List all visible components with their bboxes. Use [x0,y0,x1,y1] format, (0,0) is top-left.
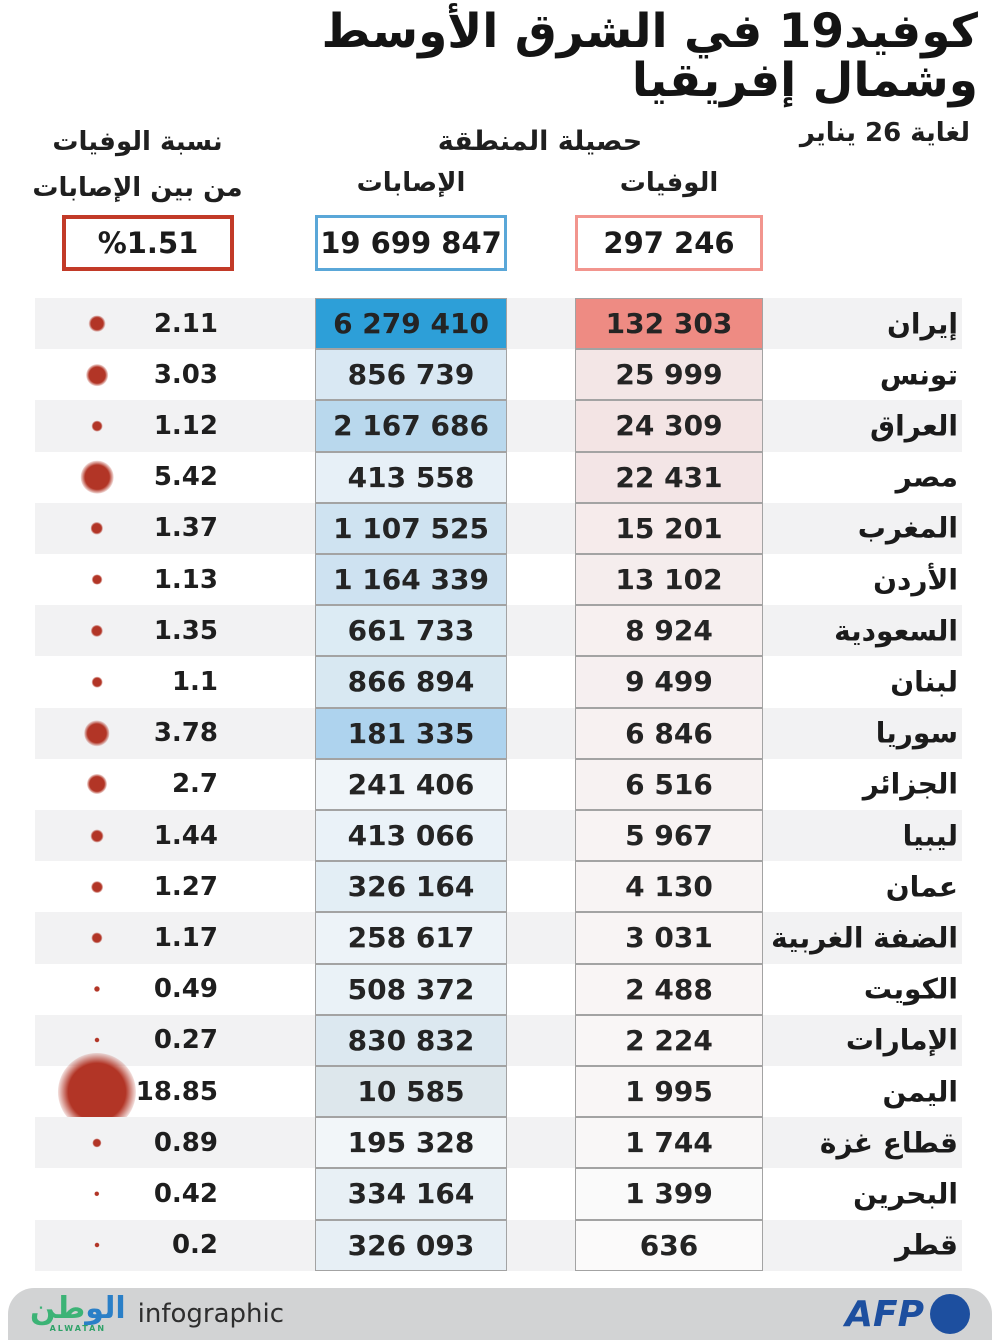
death-rate-dot [92,574,103,585]
country-label: الكويت [863,972,958,1006]
deaths-cell: 8 924 [575,605,763,656]
table-row [0,298,1000,349]
infections-cell: 1 164 339 [315,554,507,605]
table-row [0,605,1000,656]
death-rate-value: 2.7 [171,769,218,800]
death-rate-header-line2: من بين الإصابات [32,172,243,203]
infections-cell: 258 617 [315,912,507,963]
country-label: المغرب [857,511,958,545]
infections-cell: 830 832 [315,1015,507,1066]
death-rate-dot [91,881,103,893]
total-deaths-value: 297 246 [603,226,735,260]
death-rate-column-header [30,120,245,211]
death-rate-dot [95,1243,100,1248]
death-rate-value: 0.42 [153,1178,218,1209]
region-total-label: حصيلة المنطقة [437,126,643,157]
table-row [0,1168,1000,1219]
country-label: اليمن [882,1075,958,1109]
total-infections-value: 19 699 847 [320,226,502,260]
deaths-cell: 1 744 [575,1117,763,1168]
infections-cell: 326 164 [315,861,507,912]
death-rate-value: 1.1 [171,666,218,697]
deaths-cell: 13 102 [575,554,763,605]
death-rate-value: 1.35 [153,615,218,646]
country-label: الإمارات [845,1023,958,1057]
total-infections-box [315,215,507,271]
table-row [0,861,1000,912]
death-rate-header-line1: نسبة الوفيات [52,127,223,157]
table-row [0,1117,1000,1168]
page-title-line1: كوفيد19 في الشرق الأوسط [321,4,978,59]
infections-cell: 241 406 [315,759,507,810]
publisher-brand [30,1291,285,1334]
death-rate-value: 2.11 [153,308,218,339]
table-row [0,656,1000,707]
deaths-cell: 132 303 [575,298,763,349]
country-label: قطر [894,1228,958,1262]
table-row [0,964,1000,1015]
afp-globe-icon [930,1294,970,1334]
infections-cell: 181 335 [315,708,507,759]
page-title [321,4,978,108]
infographic-label: infographic [137,1299,285,1329]
death-rate-dot [95,1038,100,1043]
country-label: سوريا [875,716,958,750]
alwatan-logo-green-part: طن [30,1291,86,1327]
country-label: لبنان [890,665,958,699]
deaths-cell: 4 130 [575,861,763,912]
infections-cell: 195 328 [315,1117,507,1168]
country-label: الجزائر [862,767,958,801]
death-rate-dot [92,677,103,688]
deaths-cell: 2 488 [575,964,763,1015]
alwatan-logo-arabic [30,1291,126,1327]
table-row [0,708,1000,759]
infections-cell: 10 585 [315,1066,507,1117]
death-rate-value: 1.37 [153,513,218,544]
deaths-cell: 22 431 [575,452,763,503]
infections-cell: 661 733 [315,605,507,656]
death-rate-dot [89,315,106,332]
table-row [0,759,1000,810]
table-row [0,1015,1000,1066]
infections-cell: 2 167 686 [315,400,507,451]
death-rate-value: 18.85 [135,1076,218,1107]
deaths-cell: 24 309 [575,400,763,451]
country-label: الضفة الغربية [771,921,958,955]
table-row [0,1220,1000,1271]
deaths-cell: 6 516 [575,759,763,810]
death-rate-value: 0.49 [153,974,218,1005]
death-rate-value: 1.27 [153,871,218,902]
deaths-cell: 2 224 [575,1015,763,1066]
death-rate-value: 0.2 [171,1230,218,1261]
infections-cell: 856 739 [315,349,507,400]
total-deaths-box [575,215,763,271]
table-row [0,1066,1000,1117]
death-rate-value: 5.42 [153,462,218,493]
infections-cell: 6 279 410 [315,298,507,349]
infections-cell: 866 894 [315,656,507,707]
death-rate-value: 1.13 [153,564,218,595]
table-row [0,452,1000,503]
death-rate-dot [87,774,107,794]
table-row [0,554,1000,605]
total-death-rate-box [62,215,234,271]
page-title-line2: وشمال إفريقيا [631,52,978,108]
country-label: البحرين [853,1177,958,1211]
infections-cell: 1 107 525 [315,503,507,554]
country-label: عمان [885,870,958,904]
deaths-cell: 1 995 [575,1066,763,1117]
country-label: السعودية [834,614,958,648]
table-row [0,349,1000,400]
table-row [0,810,1000,861]
alwatan-logo-latin: ALWATAN [49,1324,107,1334]
footer-bar [8,1288,992,1340]
afp-logo [845,1294,970,1335]
deaths-cell: 5 967 [575,810,763,861]
country-label: العراق [870,409,958,443]
death-rate-dot [92,421,103,432]
country-label: قطاع غزة [819,1126,958,1160]
death-rate-dot [81,461,114,494]
death-rate-value: 0.89 [153,1127,218,1158]
deaths-cell: 3 031 [575,912,763,963]
death-rate-dot [86,364,108,386]
country-label: مصر [895,460,958,494]
infections-column-header: الإصابات [356,168,466,198]
country-label: تونس [879,358,958,392]
death-rate-value: 1.17 [153,922,218,953]
infections-cell: 413 066 [315,810,507,861]
country-label: الأردن [873,563,958,597]
total-death-rate-value: %1.51 [97,226,199,260]
deaths-column-header: الوفيات [619,168,719,198]
death-rate-dot [91,829,104,842]
infections-cell: 334 164 [315,1168,507,1219]
country-label: إيران [886,307,958,341]
table-row [0,503,1000,554]
alwatan-logo [30,1291,126,1334]
deaths-cell: 15 201 [575,503,763,554]
infections-cell: 508 372 [315,964,507,1015]
country-label: ليبيا [902,819,958,853]
as-of-date: لغاية 26 يناير [799,118,970,148]
death-rate-value: 1.44 [153,820,218,851]
afp-logo-text: AFP [845,1293,924,1335]
table-row [0,400,1000,451]
deaths-cell: 1 399 [575,1168,763,1219]
deaths-cell: 9 499 [575,656,763,707]
death-rate-value: 0.27 [153,1025,218,1056]
death-rate-value: 1.12 [153,410,218,441]
table-row [0,912,1000,963]
alwatan-logo-blue-part: الو [85,1291,126,1327]
deaths-cell: 6 846 [575,708,763,759]
deaths-cell: 636 [575,1220,763,1271]
death-rate-value: 3.78 [153,718,218,749]
deaths-cell: 25 999 [575,349,763,400]
death-rate-value: 3.03 [153,359,218,390]
infections-cell: 326 093 [315,1220,507,1271]
infections-cell: 413 558 [315,452,507,503]
